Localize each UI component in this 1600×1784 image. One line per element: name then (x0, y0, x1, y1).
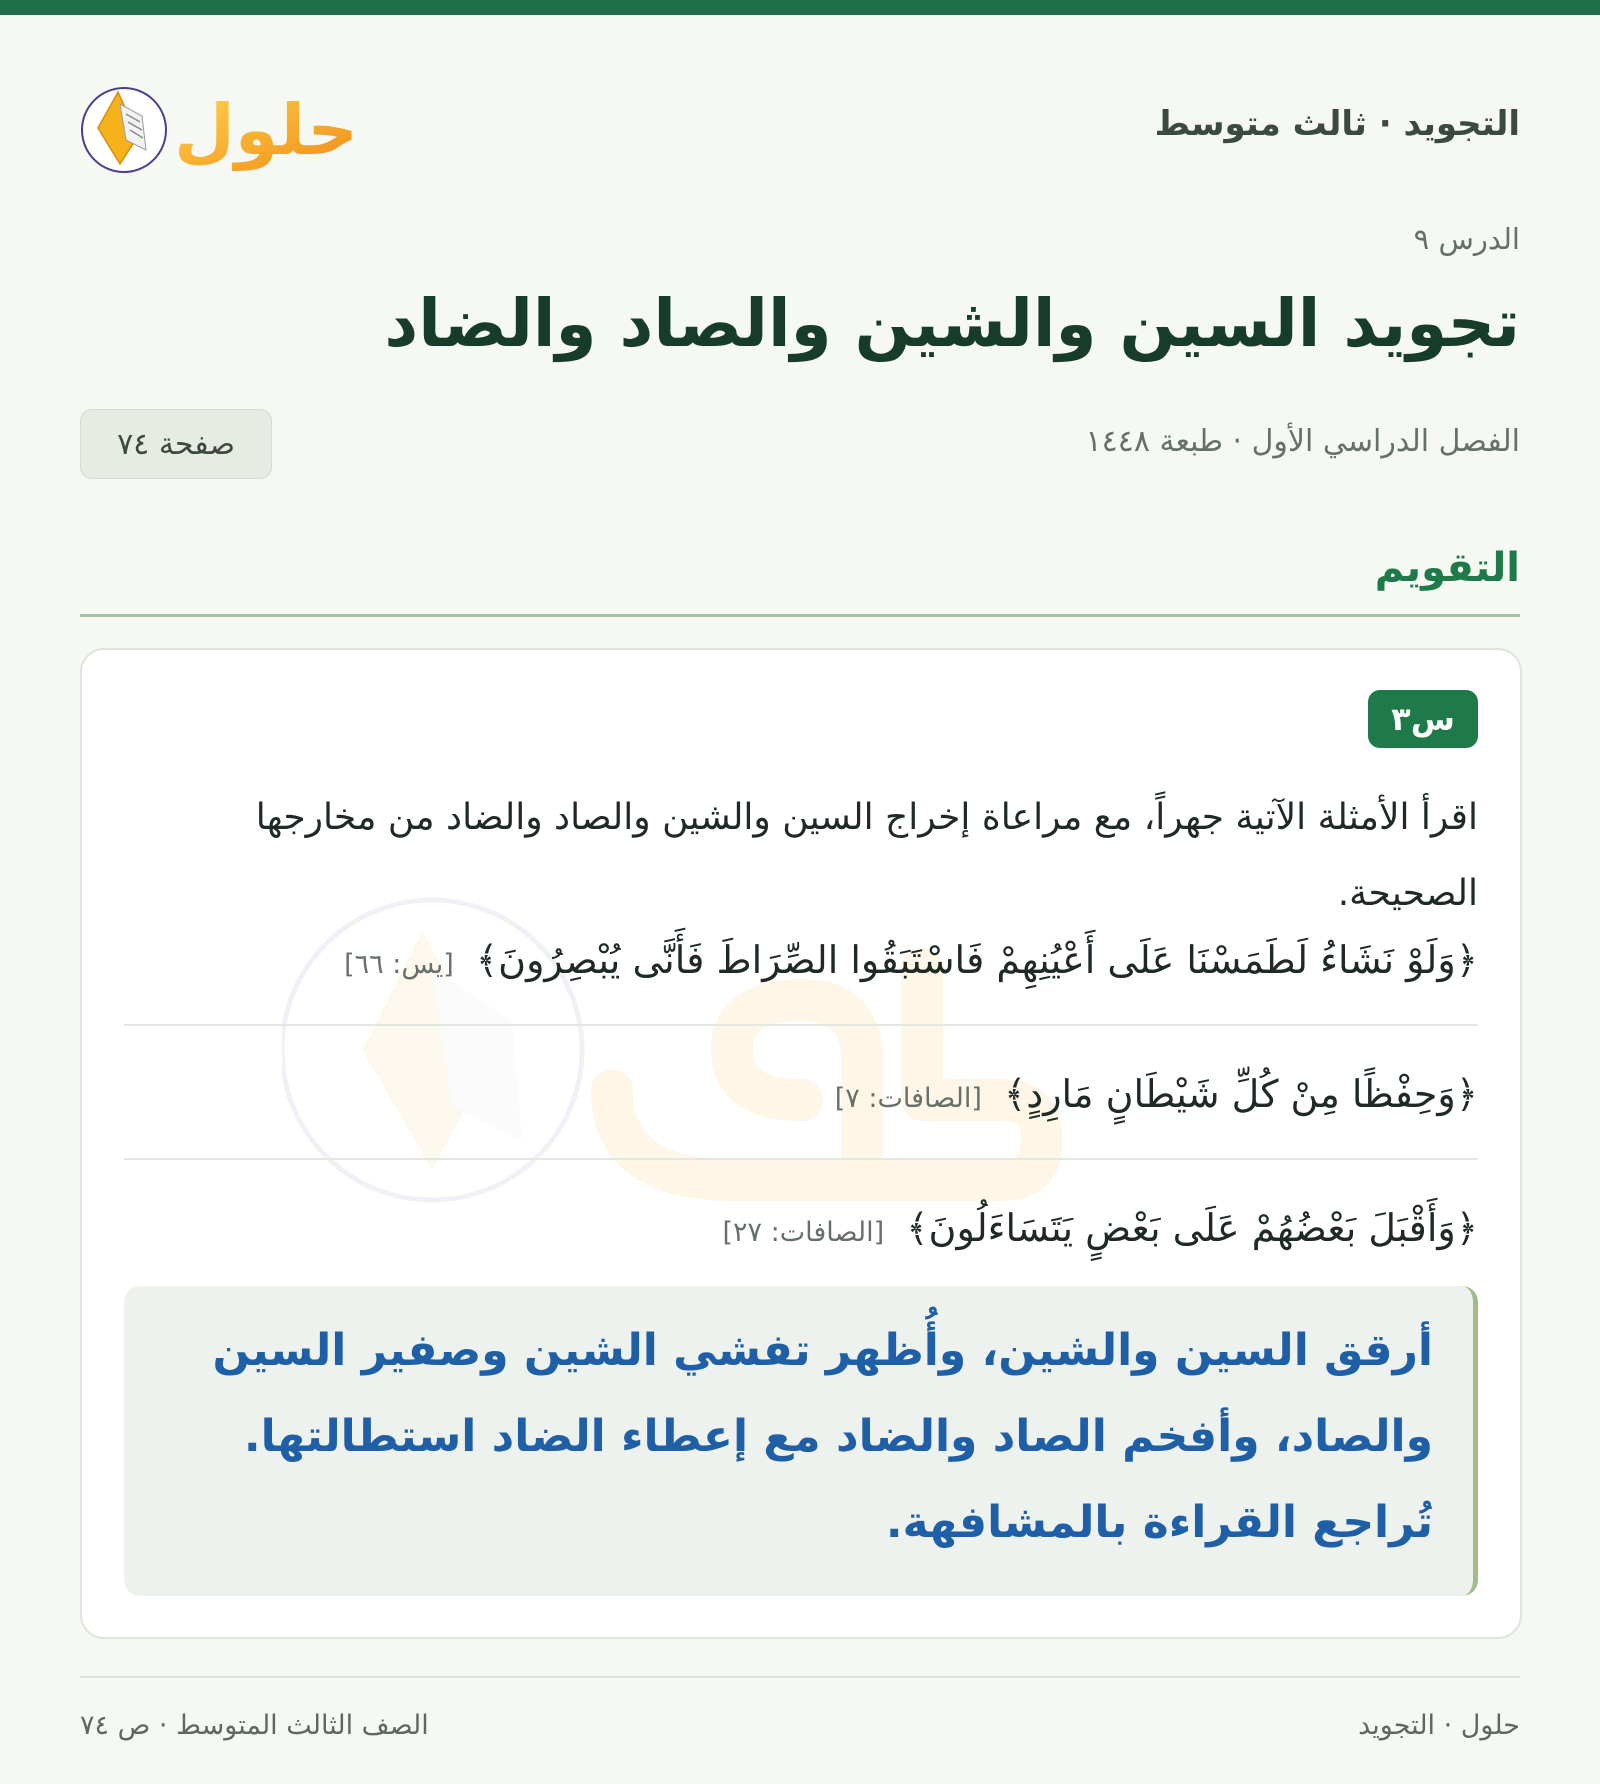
verse-reference: [الصافات: ٢٧] (722, 1217, 885, 1248)
top-accent-bar (0, 0, 1600, 15)
question-prompt: اقرأ الأمثلة الآتية جهراً، مع مراعاة إخراج السين والشين والصاد والضاد من مخارجها الصحيحة. (255, 797, 1478, 914)
answer-text: أرقق السين والشين، وأُظهر تفشي الشين وصفير السين والصاد، وأفخم الصاد والضاد مع إعطاء الضاد استطالتها. تُراجع القراءة بالمشافهة. (212, 1325, 1433, 1548)
question-card (80, 648, 1522, 1639)
page-badge: صفحة ٧٤ (80, 409, 272, 479)
logo-wordmark: حلول (174, 89, 358, 171)
lesson-number: الدرس ٩ (1413, 222, 1520, 256)
footer-site-subject: حلول · التجويد (1358, 1710, 1520, 1741)
verse-reference: [يس: ٦٦] (344, 949, 454, 980)
answer-box (124, 1286, 1478, 1596)
question-number-badge: س٣ (1368, 690, 1478, 748)
verse-item (124, 932, 1478, 993)
verse-text: ﴿وَلَوْ نَشَاءُ لَطَمَسْنَا عَلَى أَعْيُنِهِمْ فَاسْتَبَقُوا الصِّرَاطَ فَأَنَّى يُبْصِرُونَ﴾ (475, 938, 1478, 982)
verse-divider (124, 1024, 1478, 1026)
section-title: التقويم (1374, 545, 1520, 591)
footer-divider (80, 1676, 1520, 1678)
verse-divider (124, 1158, 1478, 1160)
verse-text: ﴿وَحِفْظًا مِنْ كُلِّ شَيْطَانٍ مَارِدٍ﴾ (1004, 1072, 1478, 1116)
verse-text: ﴿وَأَقْبَلَ بَعْضُهُمْ عَلَى بَعْضٍ يَتَسَاءَلُونَ﴾ (906, 1206, 1478, 1250)
page-header (80, 70, 1520, 182)
verse-item (124, 1066, 1478, 1127)
footer-grade-page: الصف الثالث المتوسط · ص ٧٤ (80, 1710, 429, 1741)
hulul-logo[interactable] (80, 70, 360, 182)
lesson-title: تجويد السين والشين والصاد والضاد (384, 285, 1520, 362)
section-divider (80, 614, 1520, 617)
subject-line: التجويد · ثالث متوسط (1154, 104, 1520, 144)
verse-item (124, 1200, 1478, 1261)
edition-info: الفصل الدراسي الأول · طبعة ١٤٤٨ (1085, 424, 1520, 459)
verse-reference: [الصافات: ٧] (834, 1083, 982, 1114)
